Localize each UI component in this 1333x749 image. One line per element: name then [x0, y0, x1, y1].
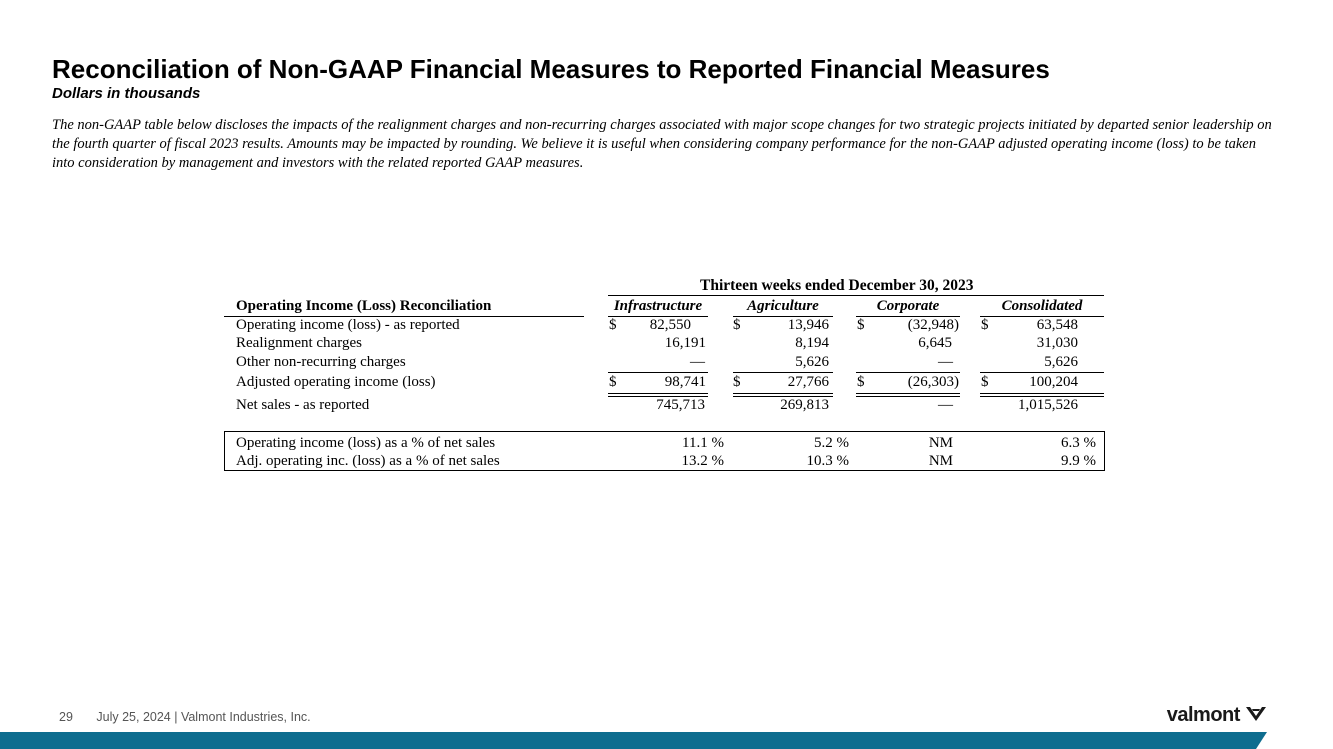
- table-cell: 82,550: [649, 317, 691, 333]
- brand-logo: [1167, 704, 1267, 727]
- period-underline: [608, 295, 1104, 296]
- currency-sign: $: [857, 317, 865, 333]
- table-cell: 31,030: [1036, 335, 1078, 351]
- table-cell: 5.2 %: [814, 435, 849, 451]
- total-double-underline: [733, 393, 833, 394]
- table-cell: 13.2 %: [681, 453, 724, 469]
- table-cell: 1,015,526: [1018, 397, 1078, 413]
- page-title: Reconciliation of Non-GAAP Financial Measures to Reported Financial Measures: [52, 54, 1050, 84]
- currency-sign: $: [609, 374, 617, 390]
- table-cell: (26,303): [907, 374, 959, 390]
- table-cell: 6,645: [918, 335, 952, 351]
- table-cell: 16,191: [664, 335, 706, 351]
- total-double-underline: [608, 393, 708, 394]
- currency-sign: $: [609, 317, 617, 333]
- table-cell: 11.1 %: [682, 435, 724, 451]
- sum-underline: [980, 372, 1104, 373]
- currency-sign: $: [857, 374, 865, 390]
- column-header-infrastructure: Infrastructure: [613, 298, 703, 314]
- column-header-corporate: Corporate: [876, 298, 940, 314]
- sum-underline: [733, 372, 833, 373]
- page-number: 29: [59, 710, 73, 724]
- table-cell: (32,948): [907, 317, 959, 333]
- total-double-underline: [980, 393, 1104, 394]
- row-label: Adj. operating inc. (loss) as a % of net sales: [236, 453, 500, 469]
- table-cell: 9.9 %: [1061, 453, 1096, 469]
- table-cell: NM: [928, 453, 953, 469]
- period-header: Thirteen weeks ended December 30, 2023: [700, 277, 974, 294]
- row-label: Net sales - as reported: [236, 397, 370, 413]
- column-header-consolidated: Consolidated: [1001, 298, 1083, 314]
- table-cell: 269,813: [780, 397, 829, 413]
- section-header: Operating Income (Loss) Reconciliation: [236, 298, 492, 314]
- table-cell: 5,626: [1044, 354, 1078, 370]
- row-label: Adjusted operating income (loss): [236, 374, 436, 390]
- table-cell: 8,194: [795, 335, 829, 351]
- footer: [59, 710, 311, 724]
- table-cell: —: [938, 397, 953, 413]
- sum-underline: [856, 372, 960, 373]
- table-cell: 745,713: [656, 397, 705, 413]
- intro-paragraph: The non-GAAP table below discloses the impacts of the realignment charges and non-recurring charges associated with major scope changes for two strategic projects initiated by departed senior leadership on the fourth quarter of fiscal 2023 results. Amounts may be impacted by rounding. We believe it is useful when considering company performance for the non-GAAP adjusted operating income (loss) to be taken into consideration by management and investors with the related reported GAAP measures.: [52, 117, 1272, 171]
- currency-sign: $: [981, 374, 989, 390]
- table-cell: 98,741: [664, 374, 706, 390]
- currency-sign: $: [733, 317, 741, 333]
- table-cell: 100,204: [1029, 374, 1078, 390]
- table-cell: —: [690, 354, 705, 370]
- total-double-underline: [856, 393, 960, 394]
- table-cell: 13,946: [787, 317, 829, 333]
- row-label: Operating income (loss) - as reported: [236, 317, 460, 333]
- table-cell: 5,626: [795, 354, 829, 370]
- row-label: Operating income (loss) as a % of net sales: [236, 435, 496, 451]
- table-cell: 63,548: [1036, 317, 1078, 333]
- table-cell: 6.3 %: [1061, 435, 1096, 451]
- currency-sign: $: [733, 374, 741, 390]
- row-label: Realignment charges: [236, 335, 362, 351]
- footer-text: July 25, 2024 | Valmont Industries, Inc.: [96, 710, 311, 724]
- currency-sign: $: [981, 317, 989, 333]
- table-cell: NM: [928, 435, 953, 451]
- table-cell: —: [938, 354, 953, 370]
- valmont-v-logo-icon: [1245, 706, 1267, 722]
- page-subtitle: Dollars in thousands: [52, 85, 201, 102]
- column-header-agriculture: Agriculture: [747, 298, 819, 314]
- footer-band: [0, 732, 1333, 749]
- row-label: Other non-recurring charges: [236, 354, 406, 370]
- brand-wordmark: valmont: [1166, 704, 1240, 726]
- table-cell: 10.3 %: [806, 453, 849, 469]
- sum-underline: [608, 372, 708, 373]
- table-cell: 27,766: [787, 374, 829, 390]
